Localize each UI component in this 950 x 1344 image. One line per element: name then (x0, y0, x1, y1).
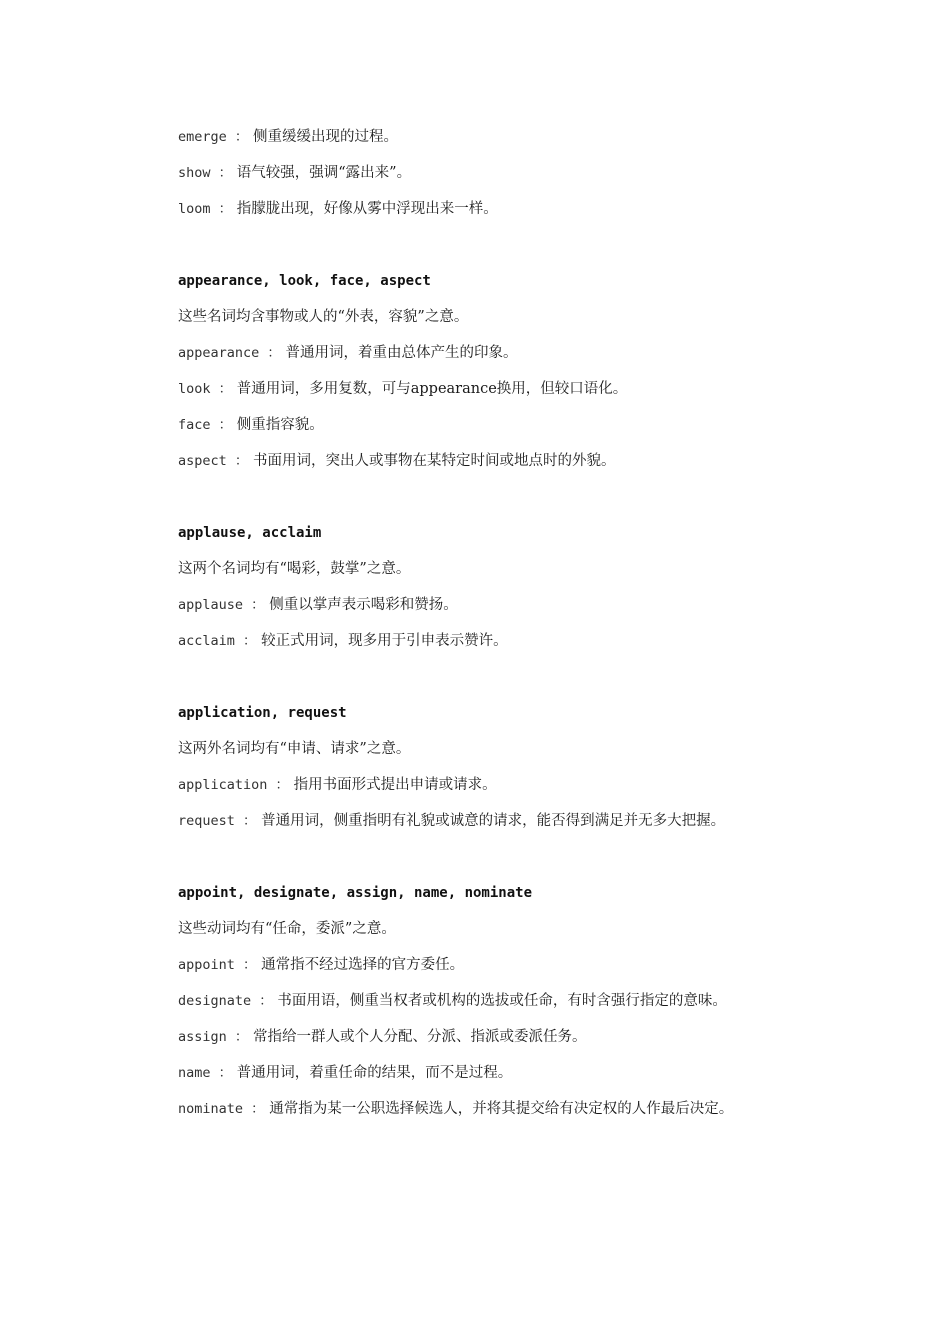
entry-description: 通常指不经过选择的官方委任。 (261, 957, 465, 973)
section-intro: 这两个名词均有“喝彩，鼓掌”之意。 (178, 561, 411, 577)
entry-description: 书面用词，突出人或事物在某特定时间或地点时的外貌。 (253, 453, 616, 469)
entry-assign (178, 1025, 878, 1061)
entry-term: acclaim ： (178, 633, 257, 649)
entry-term: appoint ： (178, 957, 257, 973)
entry-term: designate ： (178, 993, 273, 1009)
entry-term: emerge ： (178, 129, 249, 145)
entry-term: face ： (178, 417, 233, 433)
entry-designate (178, 989, 878, 1025)
section-heading-appoint: appoint, designate, assign, name, nominate (178, 885, 533, 901)
section-intro: 这些动词均有“任命，委派”之意。 (178, 921, 396, 937)
entry-term: aspect ： (178, 453, 249, 469)
entry-term: request ： (178, 813, 257, 829)
entry-term: application ： (178, 777, 290, 793)
entry-request (178, 809, 878, 845)
entry-description: 常指给一群人或个人分配、分派、指派或委派任务。 (253, 1029, 587, 1045)
entry-emerge (178, 125, 878, 161)
entry-description: 普通用词，着重任命的结果，而不是过程。 (236, 1065, 513, 1081)
entry-term: assign ： (178, 1029, 249, 1045)
section-heading-applause: applause, acclaim (178, 525, 322, 541)
entry-term: name ： (178, 1065, 233, 1081)
entry-term: look ： (178, 381, 233, 397)
section-intro: 这些名词均含事物或人的“外表，容貌”之意。 (178, 309, 469, 325)
entry-term: loom ： (178, 201, 233, 217)
entry-term: nominate ： (178, 1101, 265, 1117)
section-heading-application: application, request (178, 705, 347, 721)
entry-nominate (178, 1097, 878, 1133)
entry-description: 指朦胧出现，好像从雾中浮现出来一样。 (236, 201, 498, 217)
document-page (178, 125, 878, 1133)
entry-aspect (178, 449, 878, 485)
section-gap (178, 845, 878, 881)
entry-appearance (178, 341, 878, 377)
entry-term: applause ： (178, 597, 265, 613)
entry-term: show ： (178, 165, 233, 181)
entry-face (178, 413, 878, 449)
entry-application (178, 773, 878, 809)
entry-acclaim (178, 629, 878, 665)
entry-description: 语气较强，强调“露出来”。 (236, 165, 412, 181)
section-intro: 这两外名词均有“申请、请求”之意。 (178, 741, 411, 757)
entry-description: 普通用词，着重由总体产生的印象。 (285, 345, 518, 361)
entry-description: 侧重以掌声表示喝彩和赞扬。 (269, 597, 458, 613)
section-heading-appearance: appearance, look, face, aspect (178, 273, 431, 289)
entry-description: 通常指为某一公职选择候选人，并将其提交给有决定权的人作最后决定。 (269, 1101, 734, 1117)
section-gap (178, 665, 878, 701)
entry-description: 书面用语，侧重当权者或机构的选拔或任命，有时含强行指定的意味。 (277, 993, 727, 1009)
entry-description: 普通用词，侧重指明有礼貌或诚意的请求，能否得到满足并无多大把握。 (261, 813, 726, 829)
entry-description: 较正式用词，现多用于引申表示赞许。 (261, 633, 508, 649)
entry-look (178, 377, 878, 413)
entry-description: 侧重缓缓出现的过程。 (253, 129, 399, 145)
entry-loom (178, 197, 878, 233)
entry-appoint (178, 953, 878, 989)
entry-show (178, 161, 878, 197)
entry-term: appearance ： (178, 345, 281, 361)
entry-description: 侧重指容貌。 (236, 417, 324, 433)
entry-name (178, 1061, 878, 1097)
section-gap (178, 485, 878, 521)
section-gap (178, 233, 878, 269)
entry-description: 指用书面形式提出申请或请求。 (293, 777, 497, 793)
entry-applause (178, 593, 878, 629)
entry-description: 普通用词，多用复数，可与appearance换用，但较口语化。 (236, 381, 628, 397)
